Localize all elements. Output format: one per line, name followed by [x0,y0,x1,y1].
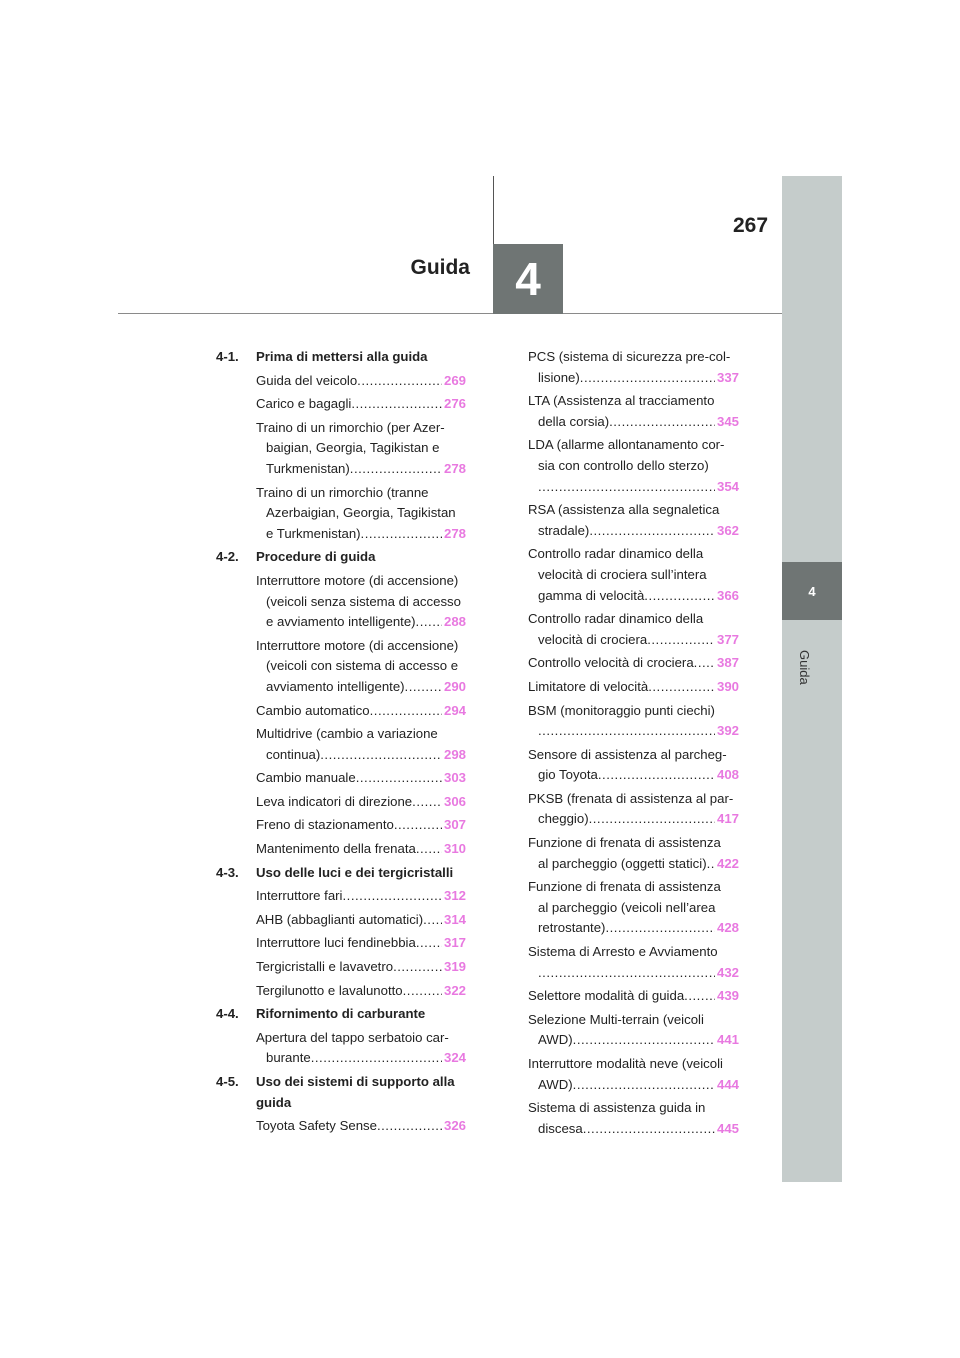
toc-entry[interactable] [528,745,739,786]
toc-entry-text: BSM (monitoraggio punti ciechi) [528,702,715,718]
toc-entry[interactable] [528,1098,739,1139]
toc-entry-text: PKSB (frenata di assistenza al par- [528,790,734,806]
toc-page-link[interactable]: 303 [443,770,466,786]
toc-leader-dots [356,768,442,789]
toc-entry-text: burante [266,1050,311,1066]
toc-entry-line [256,371,466,392]
toc-entry-text: RSA (assistenza alla segnaletica [528,502,720,518]
toc-entry-line [528,368,739,389]
toc-leader-dots [412,792,442,813]
toc-entry[interactable] [528,391,739,432]
toc-page-link[interactable]: 345 [716,413,739,429]
toc-leader-dots [377,1116,442,1137]
toc-left-column [216,344,466,1137]
toc-entry[interactable] [216,815,466,836]
toc-page-link[interactable]: 278 [443,460,466,476]
toc-entry-line [256,418,466,439]
toc-entry-line [528,653,739,674]
section-title [256,1072,466,1113]
toc-entry[interactable] [216,483,466,545]
toc-entry-line [256,592,466,613]
toc-page-link[interactable]: 306 [443,793,466,809]
toc-entry-text: Selettore modalità di guida [528,988,685,1004]
toc-entry-text: LTA (Assistenza al tracciamento [528,393,715,409]
toc-leader-dots [538,963,715,984]
toc-entry-line [528,1119,739,1140]
toc-entry-line [256,503,466,524]
toc-page-link[interactable]: 276 [443,396,466,412]
toc-entry-text: retrostante) [538,920,606,936]
toc-entry[interactable] [216,886,466,907]
toc-leader-dots [405,677,442,698]
toc-entry-line [256,815,466,836]
toc-leader-dots [416,839,442,860]
section-title [256,347,466,368]
toc-entry-text: Controllo radar dinamico della [528,546,704,562]
side-tab-number[interactable] [782,562,842,620]
toc-page-link[interactable]: 392 [716,723,739,739]
toc-entry-line [256,571,466,592]
toc-leader-dots [538,477,715,498]
toc-entry[interactable] [216,957,466,978]
toc-page-link[interactable]: 441 [716,1032,739,1048]
toc-page-link[interactable]: 390 [716,678,739,694]
toc-leader-dots [583,1119,715,1140]
section-title-line: Procedure di guida [256,549,376,565]
toc-entry-text: LDA (allarme allontanamento cor- [528,437,725,453]
toc-entry-text: Cambio manuale [256,770,356,786]
toc-page-link[interactable]: 417 [716,811,739,827]
toc-page-link[interactable]: 307 [443,817,466,833]
toc-right-column [528,344,739,1139]
section-title-line: Prima di mettersi alla guida [256,349,428,364]
toc-entry-text: Interruttore luci fendinebbia [256,935,416,951]
toc-leader-dots [648,677,715,698]
toc-entry-text: Mantenimento della frenata [256,841,416,857]
side-tab-number-text: 4 [808,583,816,599]
toc-page-link[interactable]: 408 [716,767,739,783]
toc-entry-text: continua) [266,746,321,762]
toc-entry-line [528,1054,739,1075]
toc-entry[interactable] [528,435,739,497]
toc-entry-text: velocità di crociera sull’intera [538,566,707,582]
toc-entry-line [528,500,739,521]
toc-leader-dots [394,815,442,836]
toc-leader-dots [538,721,715,742]
toc-entry-line [256,524,466,545]
toc-leader-dots [403,981,442,1002]
toc-entry[interactable] [528,677,739,698]
toc-page-link[interactable]: 278 [443,525,466,541]
toc-entry-text: Sistema di assistenza guida in [528,1100,706,1116]
toc-leader-dots [694,653,715,674]
toc-entry-text: velocità di crociera [538,631,648,647]
section-title [256,547,466,568]
toc-entry-line [528,456,739,477]
toc-entry-text: e avviamento intelligente) [266,614,416,630]
toc-entry-line [256,656,466,677]
toc-entry-line [256,886,466,907]
toc-entry-text: e Turkmenistan) [266,525,361,541]
toc-leader-dots [370,701,442,722]
toc-entry-line [528,918,739,939]
toc-entry-line [256,394,466,415]
toc-page-link[interactable]: 428 [716,920,739,936]
toc-entry-line [256,768,466,789]
toc-entry-line [528,609,739,630]
toc-entry-text: Interruttore motore (di accensione) [256,637,459,653]
toc-entry-line [528,745,739,766]
toc-entry-line [528,898,739,919]
toc-leader-dots [598,765,715,786]
toc-entry-line [528,765,739,786]
toc-page-link[interactable]: 314 [443,911,466,927]
toc-entry-line [528,565,739,586]
section-number: 4-5. [216,1074,239,1089]
toc-leader-dots [573,1030,715,1051]
toc-entry-line [256,1116,466,1137]
toc-page-link[interactable]: 317 [443,935,466,951]
toc-entry[interactable] [216,1116,466,1137]
toc-entry[interactable] [216,768,466,789]
toc-entry-line [256,724,466,745]
toc-page-link[interactable]: 324 [443,1050,466,1066]
section-number: 4-2. [216,549,239,565]
toc-page-link[interactable]: 319 [443,959,466,975]
toc-entry-line [528,435,739,456]
toc-entry[interactable] [216,910,466,931]
toc-entry-line [256,459,466,480]
toc-entry-line [528,544,739,565]
toc-entry-text: Apertura del tappo serbatoio car- [256,1029,449,1045]
toc-entry-text: AHB (abbaglianti automatici) [256,911,424,927]
toc-entry-text: Interruttore fari [256,888,343,904]
toc-entry-line [528,630,739,651]
toc-page-link[interactable]: 366 [716,587,739,603]
toc-entry-text: Traino di un rimorchio (tranne [256,484,429,500]
toc-leader-dots [707,854,715,875]
toc-section-heading [216,863,466,884]
toc-leader-dots [320,745,442,766]
toc-entry-line [528,412,739,433]
toc-entry-text: della corsia) [538,413,610,429]
toc-entry-line [528,877,739,898]
toc-leader-dots [343,886,442,907]
header-horizontal-rule [118,313,782,314]
toc-leader-dots [357,371,442,392]
toc-entry-line [528,1098,739,1119]
toc-entry-line [256,701,466,722]
toc-entry-text: Tergilunotto e lavalunotto [256,982,403,998]
toc-entry-text: Sensore di assistenza al parcheg- [528,746,727,762]
toc-entry-line [256,677,466,698]
toc-entry-text: (veicoli con sistema di accesso e [266,658,459,674]
toc-entry[interactable] [528,833,739,874]
toc-entry-text: Cambio automatico [256,702,370,718]
toc-entry-text: PCS (sistema di sicurezza pre-col- [528,349,731,364]
toc-page-link[interactable]: 269 [443,372,466,388]
toc-leader-dots [393,957,442,978]
toc-leader-dots [416,933,442,954]
toc-entry[interactable] [216,1028,466,1069]
toc-page-link[interactable]: 326 [443,1118,466,1134]
toc-entry[interactable] [528,1010,739,1051]
toc-entry-text: Funzione di frenata di assistenza [528,835,721,851]
toc-page-link[interactable]: 312 [443,888,466,904]
toc-entry-line [256,483,466,504]
toc-entry-line [528,586,739,607]
toc-entry-line [256,792,466,813]
chapter-number-box [493,244,563,314]
toc-entry-line [256,636,466,657]
toc-page-link[interactable]: 422 [716,855,739,871]
toc-page-link[interactable]: 310 [443,841,466,857]
toc-entry-line [256,839,466,860]
toc-entry-text: Interruttore motore (di accensione) [256,572,459,588]
toc-entry-line [528,347,739,368]
toc-page-link[interactable]: 432 [716,964,739,980]
toc-leader-dots [589,521,715,542]
toc-leader-dots [573,1075,715,1096]
toc-entry-line [528,942,739,963]
toc-leader-dots [684,986,715,1007]
toc-page-link[interactable]: 337 [716,369,739,385]
toc-entry-text: AWD) [538,1032,573,1048]
toc-page-link[interactable]: 377 [716,631,739,647]
toc-page-link[interactable]: 362 [716,522,739,538]
toc-leader-dots [609,412,715,433]
toc-entry-text: lisione) [538,369,580,385]
chapter-title: Guida [410,256,470,279]
toc-entry-text: Toyota Safety Sense [256,1118,377,1134]
toc-section-heading [216,547,466,568]
toc-entry[interactable] [216,418,466,480]
toc-entry[interactable] [216,371,466,392]
toc-entry-text: gamma di velocità [538,587,645,603]
toc-section-heading [216,347,466,368]
toc-leader-dots [647,630,715,651]
toc-page-link[interactable]: 354 [716,478,739,494]
toc-entry[interactable] [216,981,466,1002]
toc-entry-line [528,477,739,498]
toc-entry-text: gio Toyota [538,767,598,783]
toc-entry-line [528,789,739,810]
section-number: 4-1. [216,349,239,364]
toc-leader-dots [644,586,715,607]
toc-entry-line [528,854,739,875]
toc-entry-line [256,910,466,931]
toc-entry-text: Sistema di Arresto e Avviamento [528,944,718,960]
toc-entry[interactable] [528,500,739,541]
toc-entry-line [528,677,739,698]
toc-entry-line [256,438,466,459]
toc-entry-text: Selezione Multi-terrain (veicoli [528,1011,704,1027]
toc-leader-dots [580,368,715,389]
toc-page-link[interactable]: 439 [716,988,739,1004]
toc-entry-text: Funzione di frenata di assistenza [528,879,721,895]
toc-leader-dots [311,1048,442,1069]
toc-entry-text: al parcheggio (oggetti statici) [538,855,707,871]
toc-entry-line [528,521,739,542]
toc-section-heading [216,1004,466,1025]
section-title-line: Rifornimento di carburante [256,1006,426,1022]
toc-entry-line [256,981,466,1002]
toc-entry-line [528,963,739,984]
toc-entry[interactable] [528,609,739,650]
toc-entry-line [256,957,466,978]
toc-entry[interactable] [216,724,466,765]
toc-leader-dots [605,918,715,939]
toc-entry-line [528,986,739,1007]
toc-entry-text: Azerbaigian, Georgia, Tagikistan [266,505,456,521]
toc-entry[interactable] [216,571,466,633]
toc-page-link[interactable]: 290 [443,678,466,694]
toc-entry[interactable] [528,942,739,983]
toc-entry-line [528,391,739,412]
toc-entry[interactable] [528,789,739,830]
toc-entry-text: Controllo velocità di crociera [528,655,694,671]
toc-entry-text: Turkmenistan) [266,460,350,476]
toc-page-link[interactable]: 322 [443,982,466,998]
toc-entry-line [256,745,466,766]
toc-entry[interactable] [216,394,466,415]
section-number: 4-3. [216,864,239,880]
toc-entry-text: Leva indicatori di direzione [256,793,413,809]
toc-section-heading [216,1072,466,1113]
toc-page-link[interactable]: 445 [716,1120,739,1136]
toc-entry[interactable] [216,701,466,722]
toc-entry[interactable] [216,636,466,698]
toc-entry-line [528,833,739,854]
toc-leader-dots [423,910,442,931]
section-title [256,1004,466,1025]
toc-entry[interactable] [216,792,466,813]
toc-entry-text: discesa [538,1120,583,1136]
toc-entry-line [256,1048,466,1069]
toc-page-link[interactable]: 298 [443,746,466,762]
toc-page-link[interactable]: 288 [443,614,466,630]
toc-leader-dots [361,524,442,545]
toc-entry-text: Multidrive (cambio a variazione [256,726,438,742]
toc-entry[interactable] [528,701,739,742]
toc-entry-text: baigian, Georgia, Tagikistan e [266,440,440,456]
toc-entry-text: al parcheggio (veicoli nell’area [538,899,716,915]
toc-entry-text: Guida del veicolo [256,372,358,388]
toc-entry-line [256,933,466,954]
toc-entry-text: Interruttore modalità neve (veicoli [528,1056,723,1071]
toc-entry[interactable] [528,653,739,674]
toc-entry[interactable] [528,347,739,388]
side-tab [782,176,842,1182]
section-title-line: Uso delle luci e dei tergicristalli [256,864,454,880]
toc-entry-line [528,1010,739,1031]
section-number: 4-4. [216,1006,239,1022]
page-number: 267 [733,214,769,237]
toc-entry-text: Tergicristalli e lavavetro [256,959,394,975]
toc-entry-line [528,1075,739,1096]
toc-entry-line [528,1030,739,1051]
toc-leader-dots [589,809,715,830]
toc-entry-line [528,721,739,742]
toc-entry-text: Freno di stazionamento [256,817,394,833]
toc-entry-text: Carico e bagagli [256,396,352,412]
toc-page-link[interactable]: 387 [716,655,739,671]
toc-entry[interactable] [528,877,739,939]
toc-entry-text: Controllo radar dinamico della [528,611,704,627]
toc-leader-dots [350,459,442,480]
toc-leader-dots [351,394,442,415]
toc-page-link[interactable]: 294 [443,702,466,718]
toc-entry[interactable] [528,1054,739,1095]
toc-entry-text: cheggio) [538,811,589,827]
section-title-line: Uso dei sistemi di supporto alla [256,1074,455,1089]
toc-entry-text: avviamento intelligente) [266,678,405,694]
toc-entry-line [256,612,466,633]
toc-page-link[interactable]: 444 [716,1076,739,1092]
toc-entry-text: (veicoli senza sistema di accesso [266,593,461,609]
toc-leader-dots [416,612,442,633]
side-tab-label: Guida [797,650,812,685]
toc-entry-text: sia con controllo dello sterzo) [538,457,709,473]
toc-entry[interactable] [216,839,466,860]
toc-entry-text: Limitatore di velocità [528,678,649,694]
toc-entry-line [256,1028,466,1049]
section-title [256,863,466,884]
toc-entry[interactable] [528,544,739,606]
toc-entry-line [528,809,739,830]
section-title-line: guida [256,1094,292,1110]
toc-entry-text: Traino di un rimorchio (per Azer- [256,419,445,435]
toc-entry-line [528,701,739,722]
toc-entry[interactable] [528,986,739,1007]
chapter-number: 4 [515,253,541,305]
toc-entry-text: stradale) [538,522,590,538]
toc-entry-text: AWD) [538,1076,573,1092]
toc-entry[interactable] [216,933,466,954]
